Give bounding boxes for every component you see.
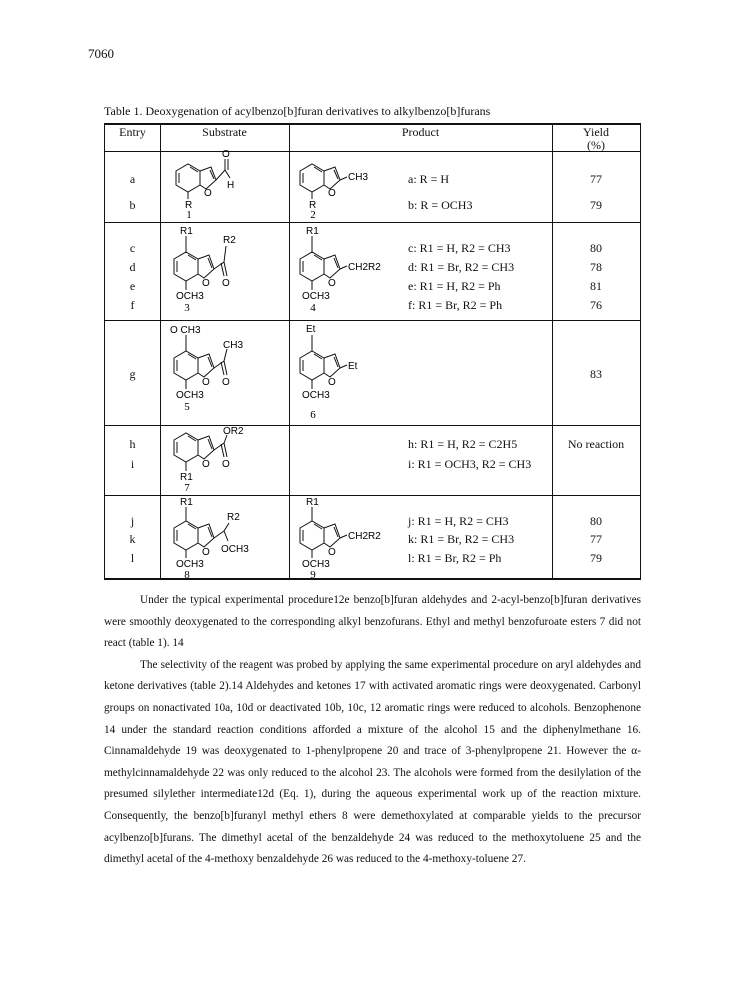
yield-value: 83 [590, 367, 602, 381]
ring-oxygen: O [202, 547, 210, 558]
r1-substituent: R1 [306, 497, 319, 508]
methoxy-group: OCH3 [221, 544, 249, 555]
entry-label: b [129, 198, 136, 212]
benzofuran-aldehyde-drawing [163, 151, 283, 221]
structure-6 [292, 321, 407, 425]
structure-9 [292, 497, 407, 581]
yield-value: 81 [590, 279, 602, 293]
ring-oxygen: O [328, 278, 336, 289]
results-table [104, 123, 641, 580]
aldehyde-hydrogen: H [227, 180, 235, 191]
paragraph: Under the typical experimental procedure12e benzo[b]furan aldehydes and 2-acyl-benzo[b]furan derivatives were smoothly deoxygenated to the corresponding alkyl benzofurans. Ethyl and methyl benzofuroate esters 7 did not react (table 1). 14 [104, 594, 641, 650]
benzofuroate-ester-drawing [163, 426, 283, 495]
or2-group: OR2 [223, 426, 244, 437]
structure-5 [163, 321, 283, 425]
yield-value: 79 [590, 198, 602, 212]
ring-oxygen: O [328, 547, 336, 558]
r1-substituent: R1 [306, 226, 319, 237]
body-text [104, 590, 641, 871]
ethyl-group: Et [306, 324, 316, 335]
entry-label: e [129, 279, 136, 293]
entry-label: c [129, 241, 136, 255]
structure-2 [292, 151, 407, 221]
header-product: Product [401, 125, 440, 139]
alkylbenzofuran-drawing [292, 497, 407, 581]
ring-oxygen: O [328, 377, 336, 388]
condition-text: b: R = OCH3 [408, 198, 473, 212]
condition-text: k: R1 = Br, R2 = CH3 [408, 532, 515, 546]
structure-3 [163, 224, 283, 320]
ring-oxygen: O [204, 188, 212, 199]
entry-label: f [130, 298, 135, 312]
r1-substituent: R1 [180, 497, 193, 508]
header-yield [552, 126, 640, 152]
structure-8 [163, 497, 283, 581]
row-divider [105, 495, 640, 496]
keto-oxygen: O [222, 278, 230, 289]
yield-value: 77 [590, 532, 602, 546]
structure-4 [292, 224, 407, 320]
entry-label: h [129, 437, 136, 451]
compound-number: 8 [184, 569, 190, 581]
ring-oxygen: O [328, 188, 336, 199]
condition-text: h: R1 = H, R2 = C2H5 [408, 437, 518, 451]
alkylbenzofuran-drawing [292, 224, 407, 320]
condition-text: f: R1 = Br, R2 = Ph [408, 298, 503, 312]
r-substituent: R [309, 200, 317, 211]
methoxyalkylbenzofuran-drawing [163, 497, 283, 581]
ring-oxygen: O [202, 459, 210, 470]
compound-number: 2 [310, 209, 316, 221]
keto-oxygen: O [222, 377, 230, 388]
compound-number: 4 [310, 302, 316, 314]
compound-number: 1 [186, 209, 192, 221]
entry-label: l [130, 551, 135, 565]
condition-text: j: R1 = H, R2 = CH3 [408, 514, 509, 528]
yield-value: 79 [590, 551, 602, 565]
condition-text: e: R1 = H, R2 = Ph [408, 279, 501, 293]
compound-number: 3 [184, 302, 190, 314]
table-caption: Table 1. Deoxygenation of acylbenzo[b]furan derivatives to alkylbenzo[b]furans [104, 104, 491, 118]
ring-oxygen: O [202, 278, 210, 289]
structure-1 [163, 151, 283, 221]
methoxy-group: OCH3 [176, 390, 204, 401]
col-divider [160, 125, 161, 578]
yield-value: No reaction [567, 437, 625, 451]
compound-number: 6 [310, 409, 316, 421]
ring-oxygen: O [202, 377, 210, 388]
compound-number: 7 [184, 482, 190, 494]
entry-label: d [129, 260, 136, 274]
condition-text: d: R1 = Br, R2 = CH3 [408, 260, 515, 274]
header-entry: Entry [119, 125, 146, 139]
r1-substituent: R1 [180, 472, 193, 483]
methoxy-group: OCH3 [176, 559, 204, 570]
ch2r2-group: CH2R2 [348, 262, 381, 273]
condition-text: a: R = H [408, 172, 450, 186]
methoxy-group: OCH3 [302, 390, 330, 401]
row-divider [105, 222, 640, 223]
col-divider [552, 125, 553, 578]
entry-label: g [129, 367, 136, 381]
methoxy-group: OCH3 [176, 291, 204, 302]
diacylbenzofuran-drawing [163, 321, 283, 425]
acylbenzofuran-drawing [163, 224, 283, 320]
r2-substituent: R2 [227, 512, 240, 523]
methoxy-group: OCH3 [302, 559, 330, 570]
condition-text: c: R1 = H, R2 = CH3 [408, 241, 511, 255]
condition-text: i: R1 = OCH3, R2 = CH3 [408, 457, 532, 471]
header-substrate: Substrate [202, 125, 247, 139]
ethyl-group: Et [348, 361, 358, 372]
entry-label: j [130, 514, 135, 528]
yield-value: 77 [590, 172, 602, 186]
yield-value: 80 [590, 241, 602, 255]
yield-label: Yield [583, 125, 609, 139]
yield-value: 76 [590, 298, 602, 312]
methoxy-group: OCH3 [302, 291, 330, 302]
r1-substituent: R1 [180, 226, 193, 237]
compound-number: 5 [184, 401, 190, 413]
methyl-group: CH3 [223, 340, 244, 351]
structure-7 [163, 426, 283, 495]
condition-text: l: R1 = Br, R2 = Ph [408, 551, 502, 565]
yield-unit: (%) [587, 138, 605, 152]
acyl-group: O CH3 [170, 325, 201, 336]
compound-number: 9 [310, 569, 316, 581]
paragraph: The selectivity of the reagent was probed by applying the same experimental procedure on aryl aldehydes and ketone derivatives (table 2).14 Aldehydes and ketones 17 with activated aromatic rings were deoxygenated. Carbonyl groups on nonactivated 10a, 10d or deactivated 10b, 10c, 12 aromatic rings were reduced to alcohols. Benzophenone 14 under the standard reaction conditions afforded a mixture of the alcohol 15 and the diphenylmethane 16. Cinnamaldehyde 19 was deoxygenated to 1-phenylpropene 20 and trace of 3-phenylpropene 21. However the α-methylcinnamaldehyde 22 was only reduced to the alcohol 23. The alcohols were formed from the desilylation of the presumed silylether intermediate12d (Eq. 1), during the aqueous experimental work up of the reaction mixture. Consequently, the benzo[b]furanyl methyl ethers 8 were demethoxylated at comparable yields to the precursor acylbenzo[b]furans. The dimethyl acetal of the benzaldehyde 24 was reduced to the methoxytoluene 25 and the dimethyl acetal of the 4-methoxy benzaldehyde 26 was reduced to the 4-methoxy-toluene 27. [104, 658, 641, 866]
ch2r2-group: CH2R2 [348, 531, 381, 542]
col-divider [289, 125, 290, 578]
yield-value: 80 [590, 514, 602, 528]
r2-substituent: R2 [223, 235, 236, 246]
entry-label: i [130, 457, 135, 471]
diethylbenzofuran-drawing [292, 321, 407, 425]
r-substituent: R [185, 200, 193, 211]
aldehyde-oxygen: O [222, 149, 230, 160]
keto-oxygen: O [222, 459, 230, 470]
yield-value: 78 [590, 260, 602, 274]
page-number: 7060 [88, 46, 114, 61]
entry-label: a [129, 172, 136, 186]
methyl-group: CH3 [348, 172, 369, 183]
entry-label: k [129, 532, 136, 546]
methylbenzofuran-drawing [292, 151, 407, 221]
